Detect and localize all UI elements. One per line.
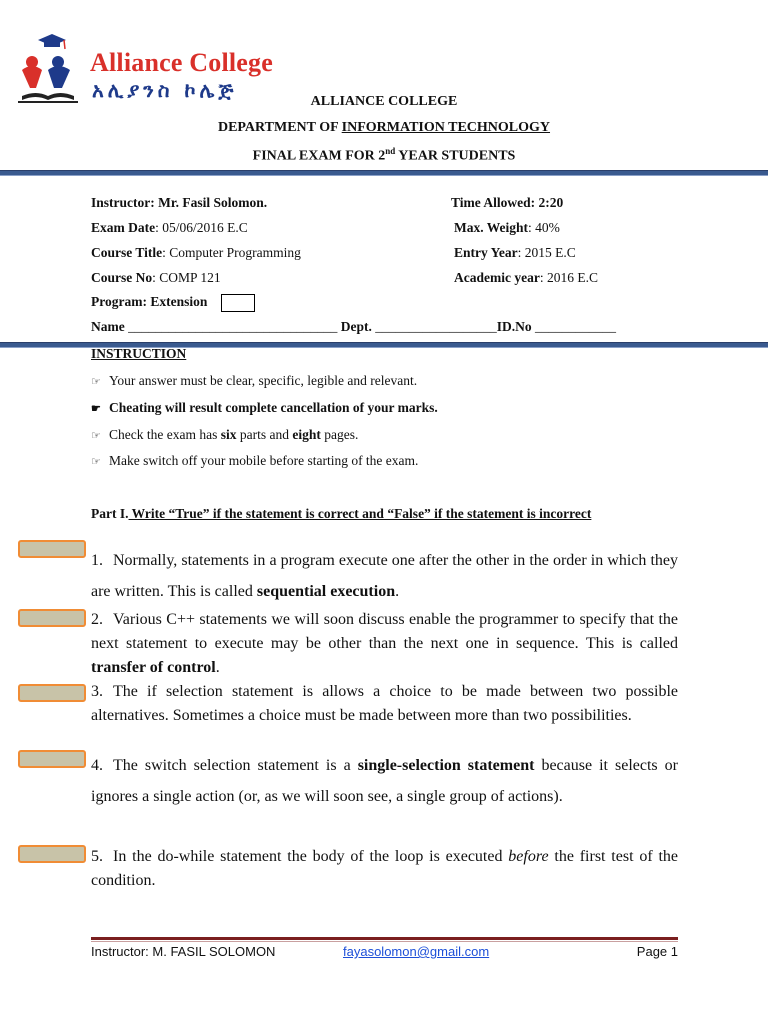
student-details-line	[91, 319, 616, 335]
department-title: DEPARTMENT OF INFORMATION TECHNOLOGY	[217, 120, 551, 135]
footer-instructor: Instructor: M. FASIL SOLOMON	[91, 944, 276, 959]
max-weight-line: Max. Weight: 40%	[454, 220, 560, 235]
answer-box-5[interactable]	[18, 845, 86, 863]
name-field[interactable]: _______________________________	[128, 319, 338, 334]
id-field[interactable]: ____________	[535, 319, 617, 334]
pointing-hand-icon: ☞	[91, 456, 101, 468]
logo-college-name: Alliance College	[90, 48, 273, 77]
footer-email-link[interactable]: fayasolomon@gmail.com	[343, 944, 490, 959]
part1-heading: Part I. Write “True” if the statement is correct and “False” if the statement is incorrect	[91, 506, 592, 521]
department-name: INFORMATION TECHNOLOGY	[341, 120, 551, 135]
question-3: 3. The if selection statement is allows a choice to be made between two possible alternatives. Sometimes a choice must be made between more than two possibilities.	[91, 683, 678, 724]
instruction-title: INSTRUCTION	[91, 346, 187, 361]
exam-title: FINAL EXAM FOR 2nd YEAR STUDENTS	[252, 146, 516, 164]
entry-year-line: Entry Year: 2015 E.C	[454, 245, 576, 260]
answer-box-4[interactable]	[18, 750, 86, 768]
footer-page-number: Page 1	[636, 944, 678, 959]
question-1: 1. Normally, statements in a program execute one after the other in the order in which they are written. This is called sequential execution.	[91, 552, 678, 600]
instructor-line: Instructor: Mr. Fasil Solomon.	[91, 195, 268, 210]
question-2: 2. Various C++ statements we will soon discuss enable the programmer to specify that the next statement to execute may be other than the next one in sequence. This is called transfer of control.	[91, 611, 678, 676]
instruction-bullet-4: ☞ Make switch off your mobile before starting of the exam.	[91, 453, 419, 468]
time-allowed-line: Time Allowed: 2:20	[451, 195, 564, 210]
pointing-hand-icon: ☞	[91, 430, 101, 442]
answer-box-1[interactable]	[18, 540, 86, 558]
answer-box-3[interactable]	[18, 684, 86, 702]
footer-divider	[91, 937, 678, 940]
id-label: ID.No	[496, 319, 532, 334]
academic-year-line: Academic year: 2016 E.C	[454, 270, 598, 285]
course-title-line: Course Title: Computer Programming	[91, 245, 301, 260]
program-line: Program: Extension	[91, 294, 208, 309]
pointing-hand-icon: ☛	[91, 403, 101, 415]
program-checkbox[interactable]	[221, 294, 255, 312]
name-label: Name	[91, 319, 125, 334]
header-divider	[0, 170, 768, 176]
dept-label: Dept.	[340, 319, 372, 334]
logo-amharic-name: አሊያንስ ኮሌጅ	[92, 78, 238, 102]
course-no-line: Course No: COMP 121	[91, 270, 221, 285]
question-5: 5. In the do-while statement the body of the loop is executed before the first test of the condition.	[91, 848, 679, 889]
answer-box-2[interactable]	[18, 609, 86, 627]
instruction-bullet-2: ☛ Cheating will result complete cancellation of your marks.	[91, 400, 438, 415]
pointing-hand-icon: ☞	[91, 376, 101, 388]
dept-field[interactable]: __________________	[375, 319, 497, 334]
instruction-bullet-3: ☞ Check the exam has six parts and eight pages.	[91, 427, 359, 442]
college-title: ALLIANCE COLLEGE	[310, 94, 458, 109]
question-4: 4. The switch selection statement is a single-selection statement because it selects or ignores a single action (or, as we will soon see, a single group of actions).	[91, 757, 678, 805]
instruction-bullet-1: ☞ Your answer must be clear, specific, legible and relevant.	[91, 373, 418, 388]
exam-date-line: Exam Date: 05/06/2016 E.C	[91, 220, 248, 235]
footer-divider-thin	[91, 941, 678, 942]
